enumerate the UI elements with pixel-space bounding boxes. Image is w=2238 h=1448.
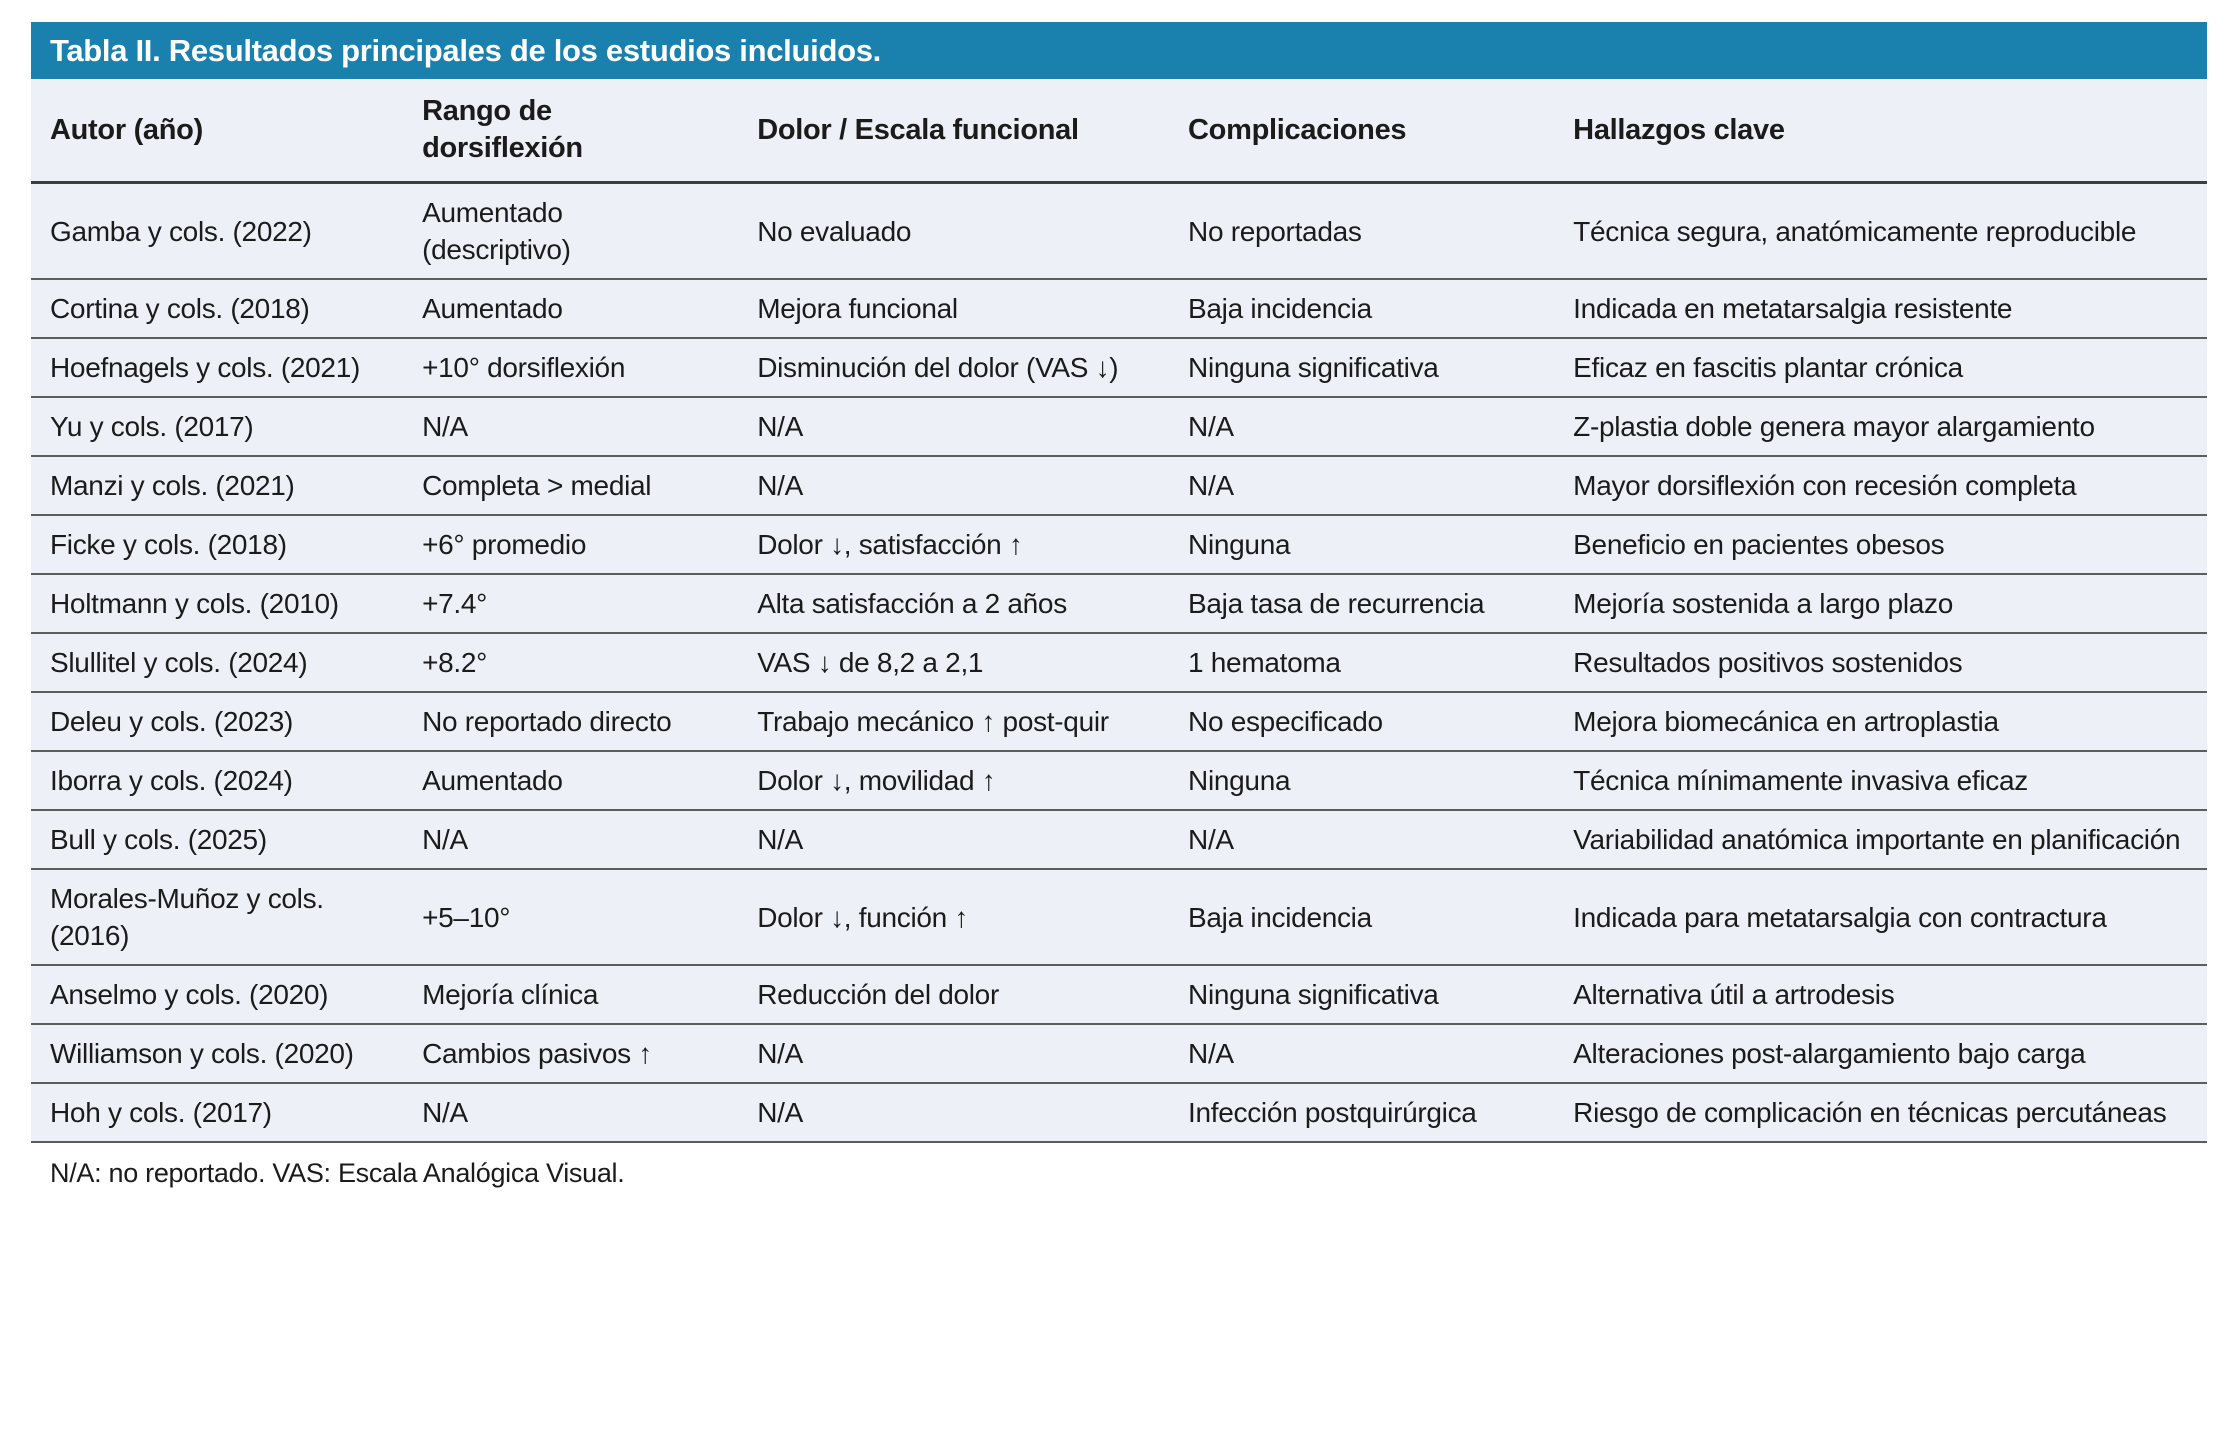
table-cell: Bull y cols. (2025)	[31, 810, 403, 869]
table-cell: Ninguna	[1169, 515, 1554, 574]
table-cell: No reportadas	[1169, 183, 1554, 280]
table-row	[31, 515, 2207, 574]
table-cell: Anselmo y cols. (2020)	[31, 965, 403, 1024]
table-cell: Baja tasa de recurrencia	[1169, 574, 1554, 633]
table-row	[31, 810, 2207, 869]
table-cell: Mejoría clínica	[403, 965, 738, 1024]
table-cell: Slullitel y cols. (2024)	[31, 633, 403, 692]
table-cell: Ninguna significativa	[1169, 965, 1554, 1024]
table-cell: Hoh y cols. (2017)	[31, 1083, 403, 1142]
table-title: Tabla II. Resultados principales de los estudios incluidos.	[31, 22, 2207, 79]
table-cell: Mejora funcional	[738, 279, 1169, 338]
table-cell: Riesgo de complicación en técnicas percutáneas	[1554, 1083, 2207, 1142]
table-cell: Dolor ↓, movilidad ↑	[738, 751, 1169, 810]
table-cell: No especificado	[1169, 692, 1554, 751]
column-header: Hallazgos clave	[1554, 79, 2207, 183]
table-row	[31, 751, 2207, 810]
table-row	[31, 692, 2207, 751]
table-cell: Trabajo mecánico ↑ post-quir	[738, 692, 1169, 751]
table-cell: Indicada en metatarsalgia resistente	[1554, 279, 2207, 338]
table-cell: Ninguna	[1169, 751, 1554, 810]
header-row	[31, 79, 2207, 183]
table-body	[31, 183, 2207, 1143]
table-cell: N/A	[1169, 456, 1554, 515]
table-cell: Gamba y cols. (2022)	[31, 183, 403, 280]
table-cell: +8.2°	[403, 633, 738, 692]
table-cell: Resultados positivos sostenidos	[1554, 633, 2207, 692]
table-cell: Baja incidencia	[1169, 869, 1554, 965]
table-cell: Williamson y cols. (2020)	[31, 1024, 403, 1083]
table-cell: Deleu y cols. (2023)	[31, 692, 403, 751]
table-cell: Aumentado	[403, 279, 738, 338]
table-cell: N/A	[738, 810, 1169, 869]
table-cell: No evaluado	[738, 183, 1169, 280]
table-cell: Alteraciones post-alargamiento bajo carga	[1554, 1024, 2207, 1083]
table-cell: No reportado directo	[403, 692, 738, 751]
table-cell: Iborra y cols. (2024)	[31, 751, 403, 810]
table-cell: Cambios pasivos ↑	[403, 1024, 738, 1083]
table-row	[31, 965, 2207, 1024]
table-cell: Cortina y cols. (2018)	[31, 279, 403, 338]
table-cell: N/A	[738, 1024, 1169, 1083]
table-cell: Mayor dorsiflexión con recesión completa	[1554, 456, 2207, 515]
table-cell: Indicada para metatarsalgia con contractura	[1554, 869, 2207, 965]
table-cell: Holtmann y cols. (2010)	[31, 574, 403, 633]
table-cell: Reducción del dolor	[738, 965, 1169, 1024]
table-row	[31, 338, 2207, 397]
results-table	[31, 79, 2207, 1143]
table-cell: Beneficio en pacientes obesos	[1554, 515, 2207, 574]
table-cell: Técnica segura, anatómicamente reproducible	[1554, 183, 2207, 280]
table-cell: N/A	[403, 397, 738, 456]
table-cell: Ficke y cols. (2018)	[31, 515, 403, 574]
table-row	[31, 574, 2207, 633]
table-cell: Z-plastia doble genera mayor alargamiento	[1554, 397, 2207, 456]
table-row	[31, 397, 2207, 456]
table-cell: Mejora biomecánica en artroplastia	[1554, 692, 2207, 751]
table-cell: N/A	[403, 1083, 738, 1142]
table-cell: Alternativa útil a artrodesis	[1554, 965, 2207, 1024]
table-cell: Completa > medial	[403, 456, 738, 515]
table-cell: N/A	[738, 1083, 1169, 1142]
table-cell: +10° dorsiflexión	[403, 338, 738, 397]
table-cell: Variabilidad anatómica importante en planificación	[1554, 810, 2207, 869]
table-cell: Morales-Muñoz y cols. (2016)	[31, 869, 403, 965]
table-cell: Ninguna significativa	[1169, 338, 1554, 397]
table-footnote: N/A: no reportado. VAS: Escala Analógica Visual.	[31, 1143, 2207, 1190]
table-cell: +5–10°	[403, 869, 738, 965]
table-cell: Disminución del dolor (VAS ↓)	[738, 338, 1169, 397]
table-row	[31, 633, 2207, 692]
table-cell: Dolor ↓, función ↑	[738, 869, 1169, 965]
table-cell: N/A	[403, 810, 738, 869]
table-cell: N/A	[738, 397, 1169, 456]
table-row	[31, 1083, 2207, 1142]
table-cell: N/A	[738, 456, 1169, 515]
table-cell: +6° promedio	[403, 515, 738, 574]
table-container	[31, 22, 2207, 1190]
table-cell: Yu y cols. (2017)	[31, 397, 403, 456]
table-cell: Dolor ↓, satisfacción ↑	[738, 515, 1169, 574]
table-cell: Mejoría sostenida a largo plazo	[1554, 574, 2207, 633]
table-cell: N/A	[1169, 397, 1554, 456]
table-cell: Técnica mínimamente invasiva eficaz	[1554, 751, 2207, 810]
table-cell: Aumentado	[403, 751, 738, 810]
column-header: Autor (año)	[31, 79, 403, 183]
table-row	[31, 183, 2207, 280]
table-cell: VAS ↓ de 8,2 a 2,1	[738, 633, 1169, 692]
table-row	[31, 1024, 2207, 1083]
table-row	[31, 456, 2207, 515]
table-cell: Baja incidencia	[1169, 279, 1554, 338]
table-row	[31, 279, 2207, 338]
column-header: Dolor / Escala funcional	[738, 79, 1169, 183]
table-cell: +7.4°	[403, 574, 738, 633]
table-cell: Aumentado (descriptivo)	[403, 183, 738, 280]
table-cell: Alta satisfacción a 2 años	[738, 574, 1169, 633]
table-cell: Manzi y cols. (2021)	[31, 456, 403, 515]
table-cell: N/A	[1169, 1024, 1554, 1083]
table-cell: N/A	[1169, 810, 1554, 869]
column-header: Rango de dorsiflexión	[403, 79, 738, 183]
table-cell: Eficaz en fascitis plantar crónica	[1554, 338, 2207, 397]
table-cell: 1 hematoma	[1169, 633, 1554, 692]
column-header: Complicaciones	[1169, 79, 1554, 183]
table-row	[31, 869, 2207, 965]
table-cell: Hoefnagels y cols. (2021)	[31, 338, 403, 397]
table-cell: Infección postquirúrgica	[1169, 1083, 1554, 1142]
